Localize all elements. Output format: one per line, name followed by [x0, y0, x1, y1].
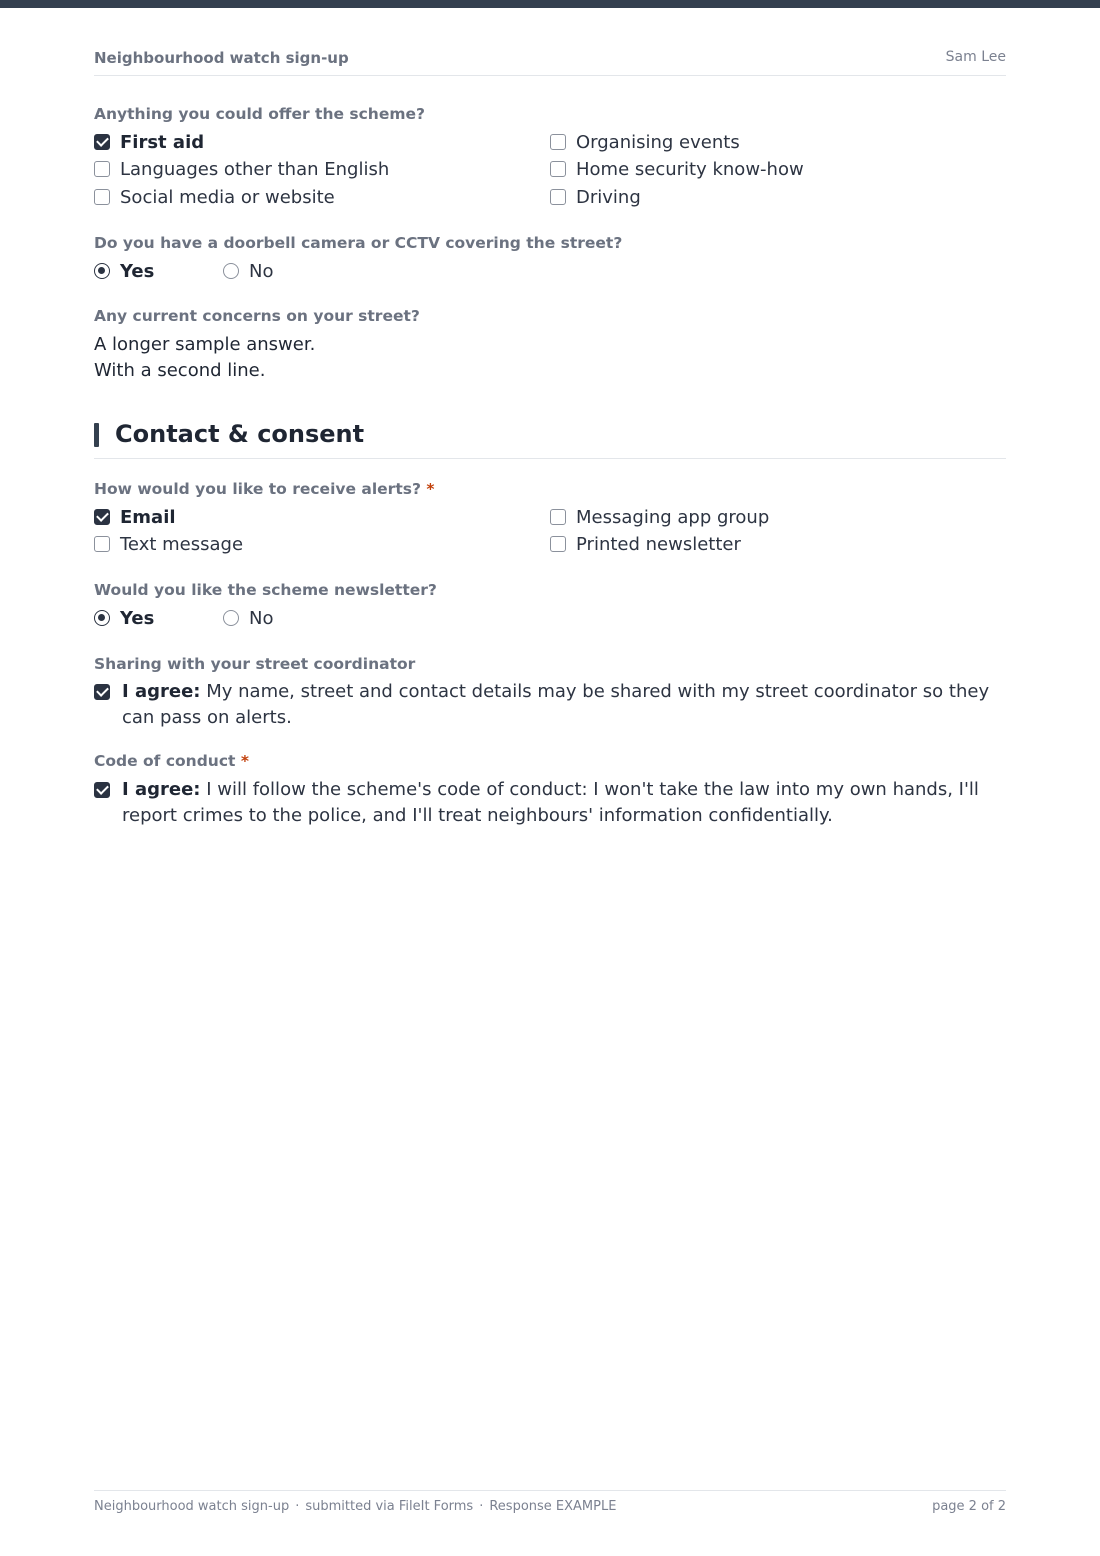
section-accent-bar — [94, 423, 99, 447]
checkbox-checked-icon[interactable] — [94, 509, 110, 525]
checkbox-icon[interactable] — [94, 536, 110, 552]
alerts-question-label: How would you like to receive alerts? * — [94, 480, 435, 498]
sharing-consent[interactable] — [94, 679, 1006, 731]
alerts-option-text-message[interactable]: Text message — [94, 532, 243, 556]
answer-line: With a second line. — [94, 360, 266, 381]
radio-icon[interactable] — [223, 610, 239, 626]
checkbox-icon[interactable] — [550, 536, 566, 552]
offer-option-languages[interactable]: Languages other than English — [94, 157, 389, 181]
concerns-answer — [94, 332, 315, 384]
radio-icon[interactable] — [223, 263, 239, 279]
alerts-option-messaging-app[interactable]: Messaging app group — [550, 505, 769, 529]
checkbox-icon[interactable] — [550, 509, 566, 525]
checkbox-icon[interactable] — [550, 189, 566, 205]
offer-option-organising-events[interactable]: Organising events — [550, 130, 740, 154]
camera-option-yes[interactable]: Yes — [94, 259, 154, 283]
checkbox-checked-icon[interactable] — [94, 782, 110, 798]
sharing-consent-text: I agree: My name, street and contact details may be shared with my street coordinator so they can pass on alerts. — [122, 681, 990, 728]
conduct-consent-text: I agree: I will follow the scheme's code of conduct: I won't take the law into my own hands, I'll report crimes to the police, and I'll treat neighbours' information confidentially. — [122, 779, 979, 826]
top-accent-bar — [0, 0, 1100, 8]
page-number: page 2 of 2 — [932, 1499, 1006, 1514]
conduct-question-label: Code of conduct * — [94, 752, 249, 770]
radio-selected-icon[interactable] — [94, 263, 110, 279]
camera-question-label: Do you have a doorbell camera or CCTV covering the street? — [94, 234, 623, 252]
page-header — [94, 48, 1006, 76]
sharing-question-label: Sharing with your street coordinator — [94, 655, 416, 673]
form-title: Neighbourhood watch sign-up — [94, 49, 349, 67]
respondent-name: Sam Lee — [945, 49, 1006, 65]
concerns-question-label: Any current concerns on your street? — [94, 307, 420, 325]
newsletter-question-label: Would you like the scheme newsletter? — [94, 581, 437, 599]
required-marker: * — [240, 752, 249, 770]
newsletter-option-no[interactable]: No — [223, 606, 273, 630]
offer-option-first-aid[interactable]: First aid — [94, 130, 204, 154]
conduct-consent[interactable] — [94, 777, 1006, 829]
checkbox-checked-icon[interactable] — [94, 684, 110, 700]
alerts-option-email[interactable]: Email — [94, 505, 176, 529]
checkbox-icon[interactable] — [550, 134, 566, 150]
offer-option-home-security[interactable]: Home security know-how — [550, 157, 804, 181]
checkbox-icon[interactable] — [94, 161, 110, 177]
section-contact-consent — [94, 420, 1006, 459]
checkbox-checked-icon[interactable] — [94, 134, 110, 150]
page-footer — [94, 1490, 1006, 1514]
radio-selected-icon[interactable] — [94, 610, 110, 626]
alerts-option-printed-newsletter[interactable]: Printed newsletter — [550, 532, 741, 556]
footer-info: Neighbourhood watch sign-up · submitted via FileIt Forms · Response EXAMPLE — [94, 1499, 617, 1514]
offer-question-label: Anything you could offer the scheme? — [94, 105, 426, 123]
section-title: Contact & consent — [115, 420, 365, 448]
offer-option-social-media[interactable]: Social media or website — [94, 185, 335, 209]
checkbox-icon[interactable] — [94, 189, 110, 205]
camera-option-no[interactable]: No — [223, 259, 273, 283]
required-marker: * — [426, 480, 435, 498]
checkbox-icon[interactable] — [550, 161, 566, 177]
newsletter-option-yes[interactable]: Yes — [94, 606, 154, 630]
offer-option-driving[interactable]: Driving — [550, 185, 641, 209]
answer-line: A longer sample answer. — [94, 334, 316, 355]
